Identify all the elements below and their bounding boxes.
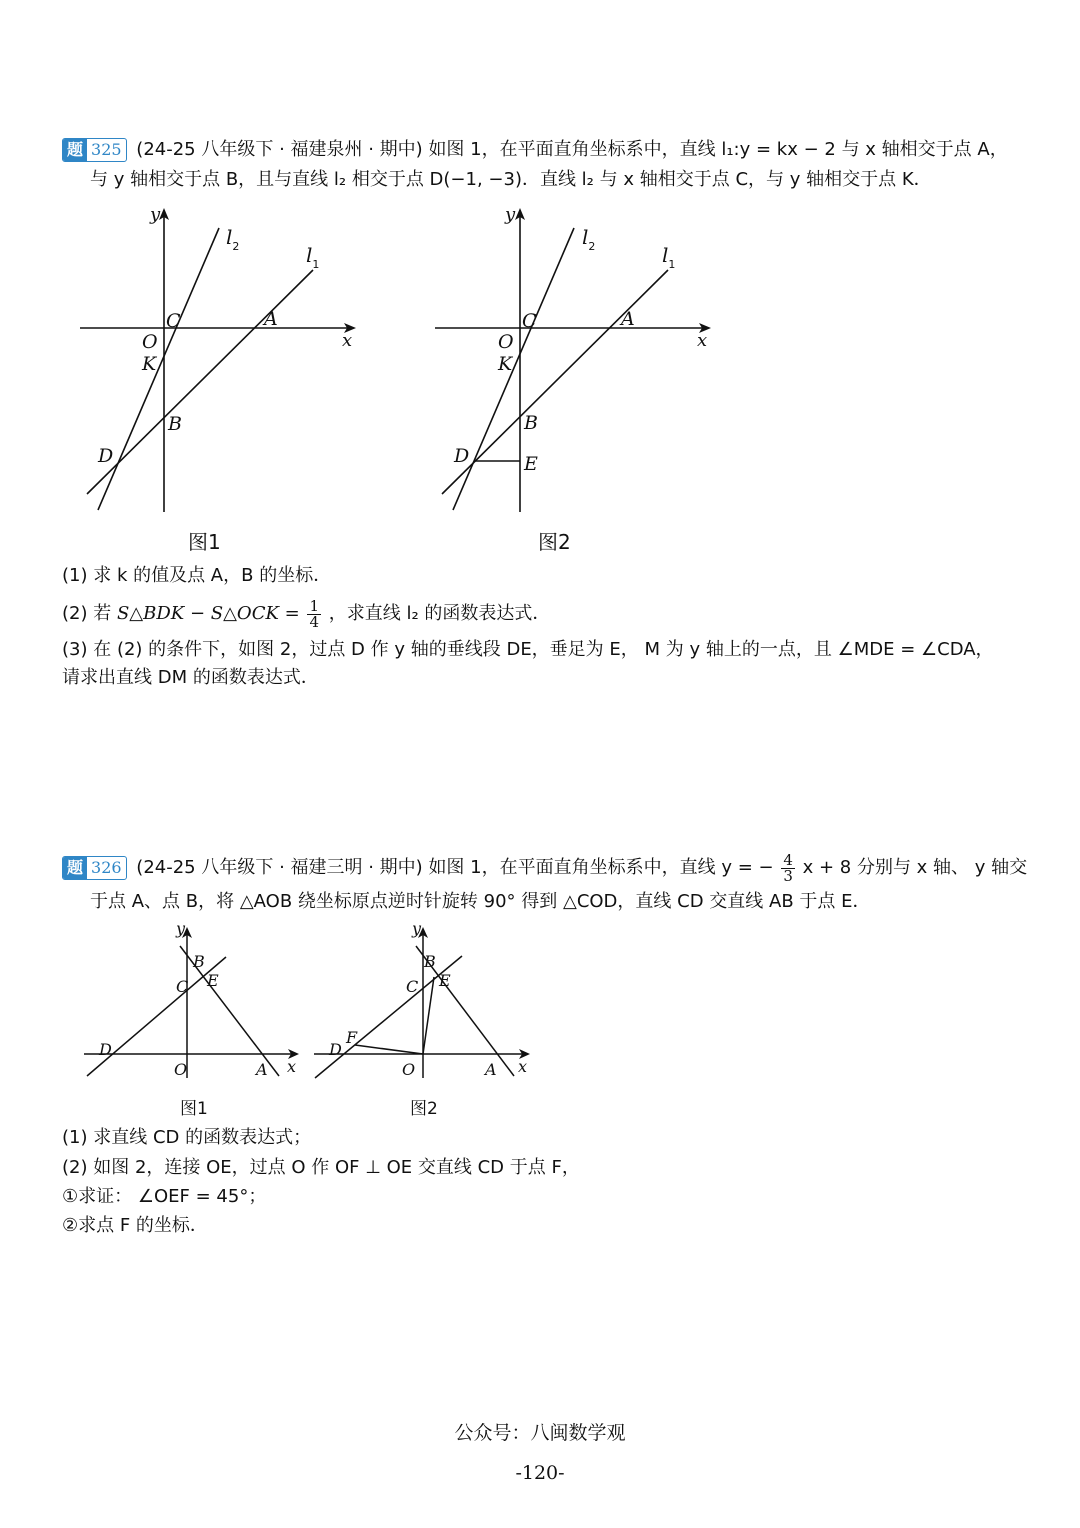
point-d-label: D xyxy=(99,1040,112,1059)
fraction-numerator: 4 xyxy=(783,850,793,869)
line-l2 xyxy=(453,228,574,510)
problem-326-question-2-part-2: ②求点 F 的坐标． xyxy=(62,1215,208,1236)
point-k-label: K xyxy=(498,353,513,375)
y-axis-label: y xyxy=(505,204,516,225)
line-l1-label: $l_1$ xyxy=(662,243,676,271)
point-e-label: E xyxy=(439,971,451,990)
point-c-label: C xyxy=(176,977,189,996)
point-a-label: A xyxy=(621,308,635,330)
slope-fraction xyxy=(781,850,795,885)
y-axis-label: y xyxy=(412,919,422,938)
problem-number: 326 xyxy=(91,858,122,877)
point-o-label: O xyxy=(142,331,158,353)
point-a-label: A xyxy=(485,1060,497,1079)
footer-wechat-account: 公众号：八闽数学观 xyxy=(454,1422,626,1444)
problem-325-figure-1 xyxy=(70,200,370,560)
point-o-label: O xyxy=(402,1060,416,1079)
problem-325-header-line xyxy=(62,136,1008,164)
line-l1 xyxy=(87,270,313,494)
line-l2 xyxy=(98,228,219,510)
problem-tag-label: 题 xyxy=(63,139,87,161)
page-number: -120- xyxy=(515,1462,565,1484)
problem-326-tag xyxy=(62,856,127,880)
point-b-label: B xyxy=(424,952,436,971)
point-d-label: D xyxy=(454,445,470,467)
point-k-label: K xyxy=(142,353,157,375)
point-b-label: B xyxy=(193,952,205,971)
figure-2-caption: 图2 xyxy=(410,1099,438,1119)
problem-326-question-2-part-1: ①求证： ∠OEF = 45°； xyxy=(62,1186,267,1207)
problem-326-question-1: (1) 求直线 CD 的函数表达式； xyxy=(62,1127,312,1148)
segment-of xyxy=(355,1045,423,1054)
problem-325-question-3-line-1: (3) 在 (2) 的条件下，如图 2，过点 D 作 y 轴的垂线段 DE，垂足为 E， M 为 y 轴上的一点，且 ∠MDE = ∠CDA， xyxy=(62,639,994,660)
point-e-label: E xyxy=(524,453,538,475)
point-b-label: B xyxy=(524,412,538,434)
problem-325-tag xyxy=(62,138,127,162)
problem-325-text-line-2: 与 y 轴相交于点 B，且与直线 l₂ 相交于点 D(−1, −3)．直线 l₂ 与 x 轴相交于点 C，与 y 轴相交于点 K． xyxy=(90,169,932,190)
line-l2-label: $l_2$ xyxy=(582,225,596,253)
point-a-label: A xyxy=(264,308,278,330)
point-c-label: C xyxy=(406,977,419,996)
question-2-suffix: ，求直线 l₂ 的函数表达式． xyxy=(328,603,551,624)
segment-oe xyxy=(423,977,434,1054)
point-c-label: C xyxy=(166,310,181,332)
point-d-label: D xyxy=(98,445,114,467)
question-2-fraction xyxy=(307,596,321,631)
problem-tag-label: 题 xyxy=(63,857,87,879)
point-d-label: D xyxy=(329,1040,342,1059)
problem-325-question-3-line-2: 请求出直线 DM 的函数表达式． xyxy=(62,667,319,688)
point-b-label: B xyxy=(168,413,182,435)
question-2-prefix: (2) 若 xyxy=(62,603,112,624)
problem-326-question-2: (2) 如图 2，连接 OE，过点 O 作 OF ⊥ OE 交直线 CD 于点 F， xyxy=(62,1157,580,1178)
point-o-label: O xyxy=(498,331,514,353)
x-axis-label: x xyxy=(287,1057,297,1076)
problem-text-line-1: 如图 1，在平面直角坐标系中，直线 l₁:y = kx − 2 与 x 轴相交于点 A， xyxy=(428,139,1008,160)
problem-325-question-1: (1) 求 k 的值及点 A，B 的坐标． xyxy=(62,565,332,586)
y-axis-label: y xyxy=(176,919,186,938)
figure-2-caption: 图2 xyxy=(538,530,571,554)
question-2-area-expression: S△BDK − S△OCK = xyxy=(116,603,300,624)
problem-326-figure-1 xyxy=(80,918,305,1123)
fraction-denominator: 3 xyxy=(783,866,793,885)
point-o-label: O xyxy=(174,1060,188,1079)
problem-325-question-2 xyxy=(62,594,550,634)
x-axis-label: x xyxy=(697,330,708,351)
y-axis-label: y xyxy=(150,204,161,225)
problem-326-text-line-2: 于点 A、点 B，将 △AOB 绕坐标原点逆时针旋转 90° 得到 △COD，直线 CD 交直线 AB 于点 E． xyxy=(90,891,871,912)
fraction-denominator: 4 xyxy=(309,612,319,631)
line-l2-label: $l_2$ xyxy=(226,225,240,253)
point-c-label: C xyxy=(522,310,537,332)
fraction-numerator: 1 xyxy=(309,596,319,615)
problem-325-figure-2 xyxy=(425,200,725,560)
problem-326-header-line xyxy=(62,846,1027,890)
problem-source: (24-25 八年级下 · 福建三明 · 期中) xyxy=(136,857,423,878)
x-axis-label: x xyxy=(342,330,353,351)
figure-1-caption: 图1 xyxy=(188,530,221,554)
x-axis-label: x xyxy=(518,1057,528,1076)
problem-326-figure-2 xyxy=(310,918,540,1123)
point-e-label: E xyxy=(207,971,219,990)
problem-number: 325 xyxy=(91,140,122,159)
problem-text-line-1b: x + 8 分别与 x 轴、 y 轴交 xyxy=(802,857,1028,878)
figure-1-caption: 图1 xyxy=(180,1099,208,1119)
point-a-label: A xyxy=(256,1060,268,1079)
problem-text-line-1a: 如图 1，在平面直角坐标系中，直线 y = − xyxy=(428,857,774,878)
problem-source: (24-25 八年级下 · 福建泉州 · 期中) xyxy=(136,139,423,160)
point-f-label: F xyxy=(346,1028,358,1047)
line-l1-label: $l_1$ xyxy=(306,243,320,271)
